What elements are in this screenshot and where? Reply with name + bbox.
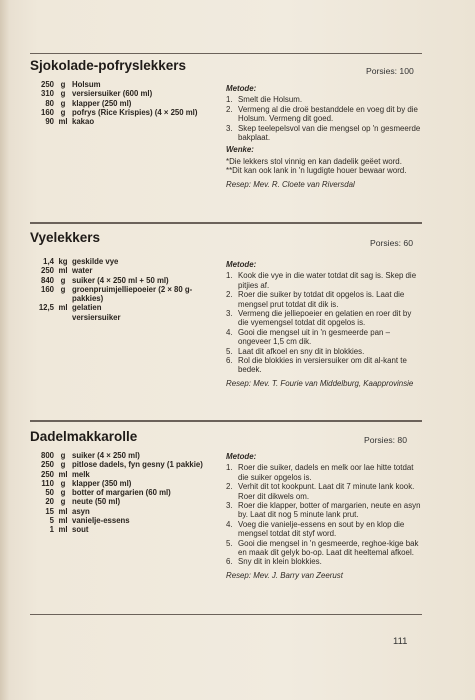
ingredient-name: kakao bbox=[72, 117, 95, 127]
ingredient-name: gelatien bbox=[72, 303, 102, 313]
ingredient-unit: g bbox=[60, 478, 66, 488]
ingredient-unit: g bbox=[60, 107, 66, 117]
method-step bbox=[226, 309, 422, 328]
ingredient-unit: ml bbox=[58, 117, 68, 127]
method-step bbox=[226, 463, 422, 482]
ingredient-name: klapper (250 ml) bbox=[72, 98, 132, 108]
ingredient-row bbox=[30, 285, 220, 304]
step-text: Vermeng al die droë bestanddele en voeg dit by die Holsum. Vermeng dit goed. bbox=[238, 104, 418, 124]
step-number: 6. bbox=[226, 356, 233, 366]
ingredient-quantity: 15 bbox=[45, 506, 54, 516]
step-number: 3. bbox=[226, 501, 233, 511]
ingredient-row bbox=[30, 516, 220, 525]
ingredient-unit: g bbox=[60, 89, 66, 99]
ingredient-quantity: 90 bbox=[45, 117, 54, 127]
ingredient-quantity: 250 bbox=[40, 266, 54, 276]
ingredient-quantity: 1,4 bbox=[43, 257, 54, 266]
ingredient-name: pofrys (Rice Krispies) (4 × 250 ml) bbox=[72, 107, 198, 117]
ingredient-unit: ml bbox=[58, 469, 68, 479]
ingredient-row bbox=[30, 117, 220, 126]
ingredient-unit: g bbox=[60, 460, 66, 470]
method-label: Metode: bbox=[226, 84, 257, 93]
recipe-credit: Resep: Mev. J. Barry van Zeerust bbox=[226, 570, 343, 580]
ingredient-quantity: 160 bbox=[40, 284, 54, 294]
recipe-divider bbox=[30, 420, 422, 422]
step-number: 1. bbox=[226, 271, 233, 281]
ingredient-name: asyn bbox=[72, 506, 90, 516]
portions-label: Porsies: 60 bbox=[370, 238, 413, 248]
ingredient-name: geskilde vye bbox=[72, 257, 119, 266]
ingredient-unit: g bbox=[60, 275, 66, 285]
ingredient-row bbox=[30, 507, 220, 516]
step-number: 5. bbox=[226, 346, 233, 356]
ingredient-row bbox=[30, 276, 220, 285]
ingredient-quantity: 840 bbox=[40, 275, 54, 285]
ingredient-unit: ml bbox=[58, 525, 68, 535]
ingredient-quantity: 5 bbox=[49, 516, 54, 526]
portions-label: Porsies: 100 bbox=[366, 66, 414, 76]
step-number: 1. bbox=[226, 463, 233, 473]
recipe-divider bbox=[30, 53, 422, 54]
recipe-title: Sjokolade-pofryslekkers bbox=[30, 58, 187, 73]
ingredient-row bbox=[30, 525, 220, 534]
ingredient-row bbox=[30, 488, 220, 497]
method-step bbox=[226, 482, 422, 501]
ingredient-unit: g bbox=[60, 98, 66, 108]
step-text: Voeg die vanielje-essens en sout by en klop die mengsel totdat dit styf word. bbox=[238, 519, 405, 539]
step-text: Rol die blokkies in versiersuiker om dit al-kant te bedek. bbox=[238, 356, 407, 375]
method-step bbox=[226, 501, 422, 520]
method-step bbox=[226, 105, 422, 124]
method-step bbox=[226, 328, 422, 347]
step-text: Roer die klapper, botter of margarien, neute en asyn by. Laat dit nog 5 minute lank prut. bbox=[238, 501, 421, 520]
step-text: Verhit dit tot kookpunt. Laat dit 7 minute lank kook. Roer dit dikwels om. bbox=[238, 482, 415, 501]
ingredient-name: botter of margarien (60 ml) bbox=[72, 488, 171, 498]
ingredient-unit bbox=[54, 313, 72, 322]
method-step bbox=[226, 356, 422, 375]
ingredient-unit: g bbox=[60, 451, 66, 460]
ingredient-name: suiker (4 × 250 ml) bbox=[72, 451, 140, 460]
recipe-title: Vyelekkers bbox=[30, 230, 101, 245]
ingredient-row bbox=[30, 470, 220, 479]
ingredient-name: vanielje-essens bbox=[72, 516, 130, 526]
step-text: Laat dit afkoel en sny dit in blokkies. bbox=[238, 346, 365, 356]
step-text: Roer die suiker, dadels en melk oor lae hitte totdat die suiker opgelos is. bbox=[238, 463, 414, 482]
step-number: 3. bbox=[226, 309, 233, 319]
method-step bbox=[226, 557, 422, 566]
tip-text: **Dit kan ook lank in 'n lugdigte houer bewaar word. bbox=[226, 166, 407, 176]
method-block bbox=[226, 260, 422, 388]
step-number: 3. bbox=[226, 123, 233, 133]
step-number: 4. bbox=[226, 327, 233, 337]
method-label: Metode: bbox=[226, 452, 257, 461]
step-text: Skep teelepelsvol van die mengsel op 'n gesmeerde bakplaat. bbox=[238, 123, 421, 143]
ingredient-row bbox=[30, 266, 220, 275]
ingredient-quantity: 250 bbox=[40, 460, 54, 470]
step-text: Sny dit in klein blokkies. bbox=[238, 557, 322, 567]
ingredient-name: klapper (350 ml) bbox=[72, 478, 132, 488]
ingredient-row bbox=[30, 451, 220, 460]
ingredient-row bbox=[30, 80, 220, 89]
steps-list bbox=[226, 463, 422, 566]
ingredient-unit: ml bbox=[58, 516, 68, 526]
tips-label: Wenke: bbox=[226, 145, 254, 155]
ingredient-name: melk bbox=[72, 469, 90, 479]
method-step bbox=[226, 347, 422, 356]
ingredient-list bbox=[30, 451, 220, 535]
ingredient-name: suiker (4 × 250 ml + 50 ml) bbox=[72, 275, 169, 285]
step-text: Vermeng die jelliepoeier en gelatien en roer dit by die vyemengsel totdat dit opgelos is. bbox=[238, 309, 412, 328]
method-step bbox=[226, 290, 422, 309]
ingredient-row bbox=[30, 108, 220, 117]
ingredient-name: versiersuiker bbox=[72, 312, 121, 322]
page-spine-shadow bbox=[0, 0, 10, 700]
method-block bbox=[226, 452, 422, 580]
step-text: Gooi die mengsel in 'n gesmeerde, reghoe-kige bak en maak dit gelyk bo-op. Laat dit heeltemal afkoel. bbox=[238, 538, 419, 558]
ingredient-unit: g bbox=[60, 284, 66, 294]
page-footer-rule bbox=[30, 614, 422, 615]
ingredient-quantity: 1 bbox=[49, 525, 54, 535]
ingredient-unit: ml bbox=[58, 266, 68, 276]
ingredient-row bbox=[30, 479, 220, 488]
ingredient-quantity: 250 bbox=[40, 469, 54, 479]
recipe-credit: Resep: Mev. T. Fourie van Middelburg, Kaapprovinsie bbox=[226, 378, 414, 388]
step-number: 1. bbox=[226, 95, 233, 105]
ingredient-quantity: 50 bbox=[45, 488, 54, 498]
ingredient-list bbox=[30, 257, 220, 322]
ingredient-row bbox=[30, 99, 220, 108]
ingredient-row bbox=[30, 303, 220, 312]
method-step bbox=[226, 271, 422, 290]
ingredient-quantity: 110 bbox=[41, 478, 54, 488]
step-number: 2. bbox=[226, 482, 233, 492]
ingredient-name: water bbox=[72, 266, 93, 276]
method-label: Metode: bbox=[226, 260, 257, 269]
ingredient-quantity bbox=[30, 313, 54, 322]
ingredient-quantity: 250 bbox=[40, 80, 54, 89]
ingredient-name: groenpruimjelliepoeier (2 × 80 g-pakkies) bbox=[72, 284, 193, 304]
ingredient-quantity: 12,5 bbox=[38, 303, 54, 313]
method-step bbox=[226, 539, 422, 558]
ingredient-quantity: 310 bbox=[40, 89, 54, 99]
ingredient-row bbox=[30, 89, 220, 98]
steps-list bbox=[226, 271, 422, 374]
ingredient-name: versiersuiker (600 ml) bbox=[72, 89, 153, 99]
ingredient-unit: g bbox=[60, 488, 66, 498]
step-number: 4. bbox=[226, 519, 233, 529]
page-number: 111 bbox=[393, 636, 408, 647]
step-text: Gooi die mengsel uit in 'n gesmeerde pan – ongeveer 1,5 cm dik. bbox=[238, 327, 390, 347]
step-text: Kook die vye in die water totdat dit sag is. Skep die pitjies af. bbox=[238, 271, 417, 290]
ingredient-unit: ml bbox=[58, 506, 68, 516]
recipe-credit: Resep: Mev. R. Cloete van Riversdal bbox=[226, 179, 355, 189]
ingredient-unit: g bbox=[60, 80, 66, 89]
method-step bbox=[226, 520, 422, 539]
portions-label: Porsies: 80 bbox=[364, 435, 407, 445]
ingredient-name: sout bbox=[72, 525, 89, 535]
steps-list bbox=[226, 95, 422, 142]
ingredient-name: neute (50 ml) bbox=[72, 497, 121, 507]
step-text: Roer die suiker by totdat dit opgelos is. Laat die mengsel prut totdat dit dik is. bbox=[238, 290, 405, 309]
step-number: 2. bbox=[226, 104, 233, 114]
step-number: 5. bbox=[226, 538, 233, 548]
ingredient-unit: g bbox=[60, 497, 66, 507]
tip-text: *Die lekkers stol vinnig en kan dadelik geëet word. bbox=[226, 156, 402, 166]
step-number: 2. bbox=[226, 290, 233, 300]
recipe-divider bbox=[30, 222, 422, 224]
ingredient-row bbox=[30, 497, 220, 506]
ingredient-row bbox=[30, 257, 220, 266]
step-number: 6. bbox=[226, 557, 233, 567]
ingredient-list bbox=[30, 80, 220, 126]
ingredient-quantity: 20 bbox=[45, 497, 54, 507]
method-block bbox=[226, 84, 422, 189]
ingredient-unit: kg bbox=[58, 257, 68, 266]
ingredient-unit: ml bbox=[58, 303, 68, 313]
step-text: Smelt die Holsum. bbox=[238, 95, 303, 105]
ingredient-quantity: 800 bbox=[40, 451, 54, 460]
method-step bbox=[226, 124, 422, 143]
ingredient-quantity: 80 bbox=[45, 98, 54, 108]
ingredient-quantity: 160 bbox=[40, 107, 54, 117]
ingredient-row bbox=[30, 460, 220, 469]
ingredient-name: Holsum bbox=[72, 80, 101, 89]
recipe-title: Dadelmakkarolle bbox=[30, 429, 138, 444]
method-step bbox=[226, 95, 422, 104]
ingredient-row bbox=[30, 313, 220, 322]
ingredient-name: pitlose dadels, fyn gesny (1 pakkie) bbox=[72, 460, 203, 470]
